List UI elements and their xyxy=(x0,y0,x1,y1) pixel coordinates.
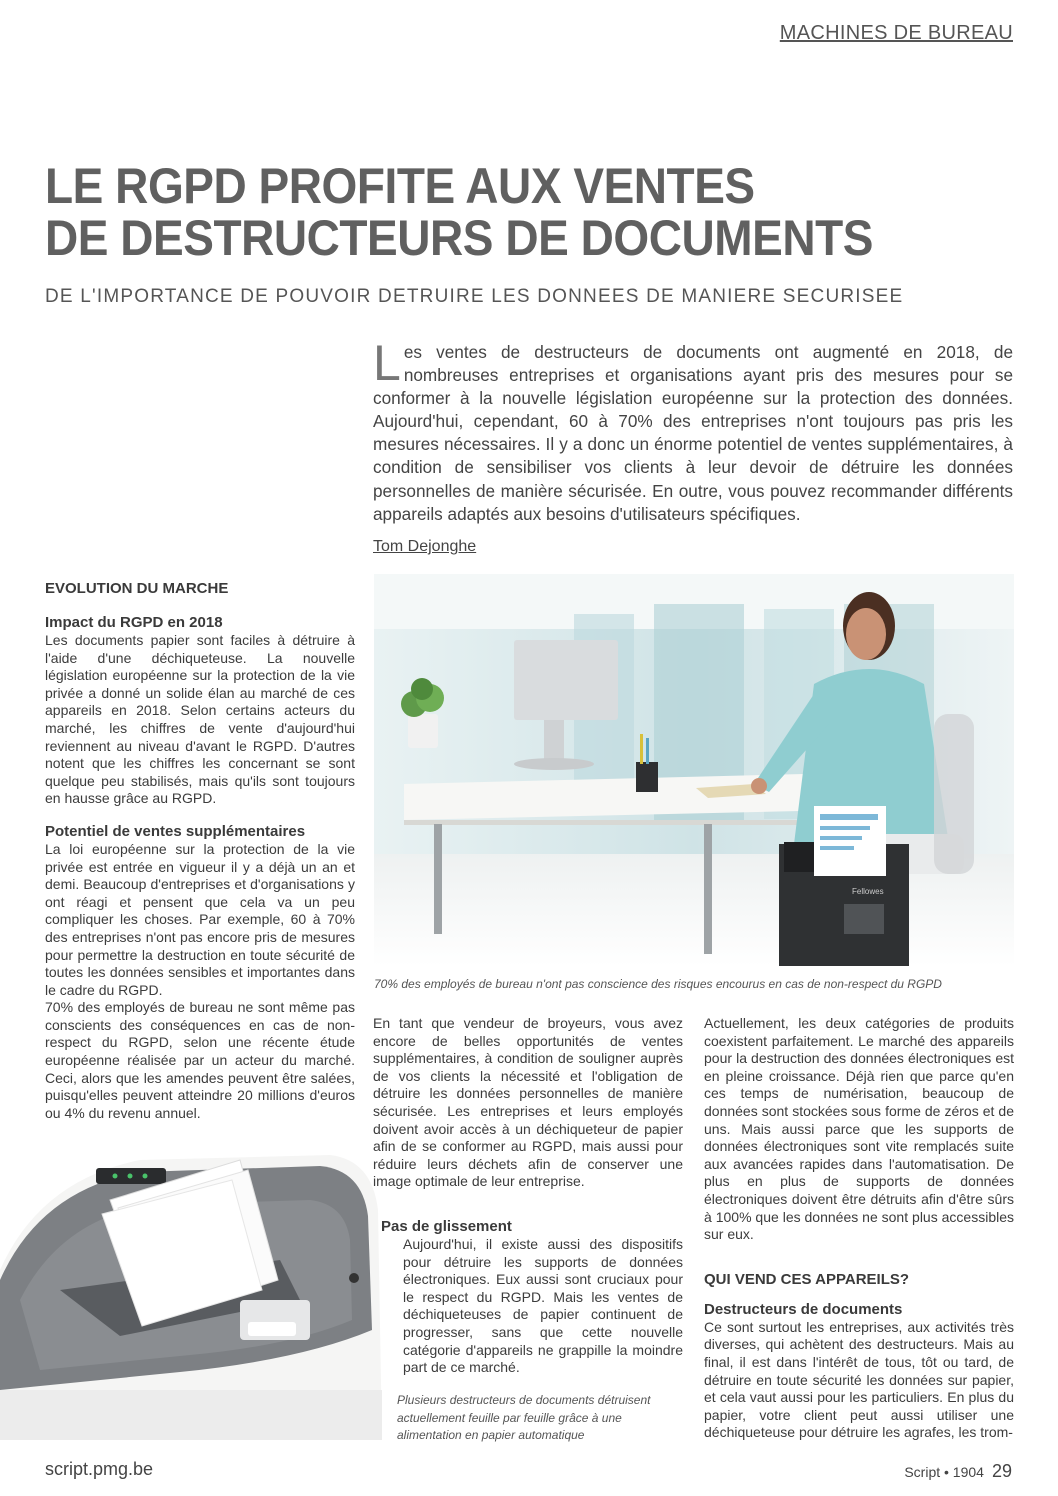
paragraph: Ce sont surtout les entreprises, aux activités très diverses, qui achètent des destructeurs. Mais au final, il est dans l'intérêt de tous, tôt ou tard, de détruire en toute sécurité les données sur papier, et cela vaut aussi pour les particuliers. En plus du papier, votre client peut aussi utiliser une déchiqueteuse pour détruire les agrafes, les trom- xyxy=(704,1318,1014,1441)
issue-label: Script • 1904 xyxy=(904,1464,984,1480)
article-title xyxy=(45,160,873,264)
drop-cap: L xyxy=(373,335,401,391)
article-subtitle: DE L'IMPORTANCE DE POUVOIR DETRUIRE LES DONNEES DE MANIERE SECURISEE xyxy=(45,286,904,307)
subheading: Impact du RGPD en 2018 xyxy=(45,614,223,631)
section-heading: EVOLUTION DU MARCHE xyxy=(45,580,229,597)
page-number: 29 xyxy=(991,1461,1012,1481)
column-2 xyxy=(373,1015,683,1377)
lead-paragraph xyxy=(373,335,1013,526)
website-link[interactable]: script.pmg.be xyxy=(45,1459,154,1479)
author-byline[interactable]: Tom Dejonghe xyxy=(373,538,477,555)
column-3 xyxy=(704,1015,1014,1442)
paragraph: Aujourd'hui, il existe aussi des dispositifs pour détruire les supports de données électroniques. Eux aussi sont cruciaux pour le respect du RGPD. Mais les ventes de déchiqueteuses de papier continuent de progresser, sans que cette nouvelle catégorie d'appareils ne grappille la moindre part de ce marché. xyxy=(403,1235,683,1376)
column-1 xyxy=(45,579,355,1122)
paragraph: Les documents papier sont faciles à détruire à l'aide d'une déchiqueteuse. La nouvelle législation européenne sur la protection de la vie privée a donné un solide élan au marché de ces appareils en 2018. Selon certains acteurs du marché, les chiffres de vente d'aujourd'hui reviennent au niveau d'avant le RGPD. D'autres notent que les chiffres les concernant se sont quelque peu stabilisés, mais qu'ils sont toujours en hausse grâce au RGPD. xyxy=(45,632,355,807)
shredder-brand-text: Fellowes xyxy=(852,887,884,896)
section-tag: MACHINES DE BUREAU xyxy=(779,22,1013,44)
office-scene-image xyxy=(374,574,1014,966)
paragraph: La loi européenne sur la protection de la vie privée est entrée en vigueur il y a déjà un an et demi. Beaucoup d'entreprises et d'organisations y ont réagi et pensent que cela va un peu compliquer les choses. Par exemple, 60 à 70% des entreprises n'ont pas encore pris de mesures pour permettre la destruction en toute sécurité de toutes les données sensibles et importantes dans le cadre du RGPD. xyxy=(45,840,355,998)
paragraph: 70% des employés de bureau ne sont même pas conscients des conséquences en cas de non-respect du RGPD, selon une récente étude européenne réalisée par un acteur du marché. Ceci, alors que les amendes peuvent être salées, puisqu'elles peuvent atteindre 20 millions d'euros ou 4% du revenu annuel. xyxy=(45,999,355,1121)
shredder-caption: Plusieurs destructeurs de documents détruisent actuellement feuille par feuille grâce à une alimentation en papier automatique xyxy=(397,1393,651,1442)
title-line-2: DE DESTRUCTEURS DE DOCUMENTS xyxy=(45,210,873,266)
paragraph: Actuellement, les deux catégories de produits coexistent parfaitement. Le marché des appareils pour la destruction des données électroniques est en pleine croissance. Déjà rien que parce qu'en ces temps de numérisation, beaucoup de données sont stockées sous forme de zéros et de uns. Mais aussi parce que les supports de données électroniques sont vite remplacés suite aux avancées rapides dans l'automatisation. De plus en plus de supports de données électroniques doivent être détruits afin d'être sûrs à 100% que les données ne sont plus accessibles sur eux. xyxy=(704,1015,1014,1243)
subheading: Potentiel de ventes supplémentaires xyxy=(45,822,306,840)
paragraph: En tant que vendeur de broyeurs, vous avez encore de belles opportunités de ventes supplémentaires, à condition de souligner auprès de vos clients la nécessité et l'obligation de détruire les données personnelles de manière sécurisée. Les entreprises et leurs employés doivent avoir accès à un déchiqueteur de papier afin de se conformer au RGPD, mais aussi pour réduire leurs déchets afin de conserver une image optimale de leur entreprise. xyxy=(373,1015,683,1190)
office-photo xyxy=(374,574,1014,966)
title-line-1: LE RGPD PROFITE AUX VENTES xyxy=(45,158,755,214)
page-footer xyxy=(904,1461,1012,1482)
subheading: Destructeurs de documents xyxy=(704,1300,903,1318)
photo-caption: 70% des employés de bureau n'ont pas conscience des risques encourus en cas de non-respect du RGPD xyxy=(374,977,942,991)
subheading: Pas de glissement xyxy=(381,1217,512,1235)
shredder-product-image xyxy=(0,1150,382,1440)
shredder-illustration xyxy=(0,1150,382,1440)
section-heading: QUI VEND CES APPAREILS? xyxy=(704,1270,910,1288)
lead-text: es ventes de destructeurs de documents ont augmenté en 2018, de nombreuses entreprises et organisations ayant pris des mesures pour se conformer à la nouvelle législation européenne sur la protection des données. Aujourd'hui, cependant, 60 à 70% des entreprises n'ont toujours pas pris les mesures nécessaires. Il y a donc un énorme potentiel de ventes supplémentaires, à condition de sensibiliser vos clients à leur devoir de détruire les données personnelles de manière sécurisée. En outre, vous pouvez recommander différents appareils adaptés aux besoins d'utilisateurs spécifiques. xyxy=(373,342,1013,524)
